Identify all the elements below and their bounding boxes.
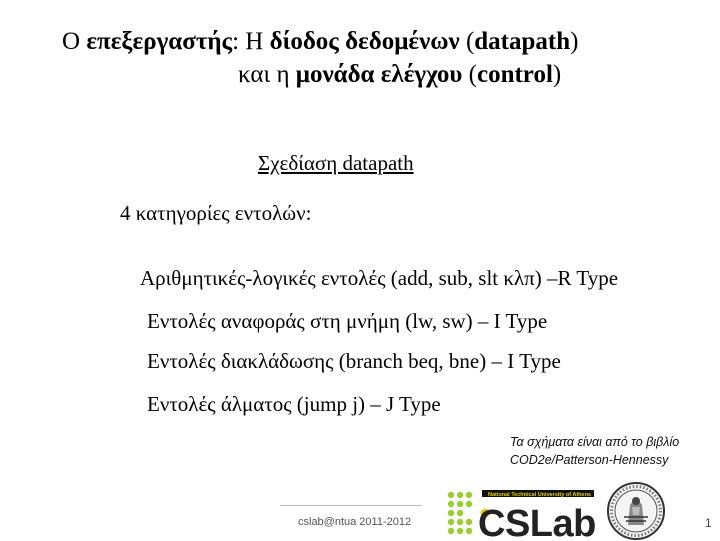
page-number: 1	[705, 516, 712, 530]
figure-credit	[510, 433, 679, 469]
logo-caption: National Technical University of Athens	[488, 492, 591, 498]
list-item: Εντολές αναφοράς στη μνήμη (lw, sw) – I Type	[147, 309, 548, 333]
title-text: και η	[238, 61, 296, 88]
slide-title-line2	[238, 60, 561, 90]
title-bold-datapath-gr: δίοδος δεδομένων	[269, 28, 460, 55]
credit-line1: Τα σχήματα είναι από το βιβλίο	[510, 435, 680, 449]
title-bold-datapath: datapath	[474, 28, 571, 55]
list-item: Εντολές άλματος (jump j) – J Type	[147, 392, 441, 416]
title-bold-control: control	[476, 61, 553, 88]
title-text: (	[459, 28, 475, 55]
cslab-logo	[468, 490, 598, 538]
slide-title-line1	[62, 27, 578, 57]
credit-line2: COD2e/Patterson-Hennessy	[510, 453, 669, 467]
title-text: (	[462, 61, 477, 88]
title-bold-control-gr: μονάδα ελέγχου	[295, 61, 463, 88]
subheading: Σχεδίαση datapath	[258, 151, 414, 175]
logo-text: CSLab	[478, 503, 596, 538]
title-text: )	[552, 61, 562, 88]
title-text: : Η	[232, 28, 270, 55]
list-item: Αριθμητικές-λογικές εντολές (add, sub, slt κλπ) –R Type	[140, 266, 619, 290]
title-text: )	[570, 28, 579, 55]
footer-text: cslab@ntua 2011-2012	[298, 516, 412, 528]
title-bold-processor: επεξεργαστής	[86, 28, 233, 55]
list-item: Εντολές διακλάδωσης (branch beq, bne) – I Type	[147, 349, 561, 373]
ntua-seal-icon	[606, 481, 666, 541]
title-text: Ο	[62, 28, 87, 55]
intro-text: 4 κατηγορίες εντολών:	[120, 201, 312, 225]
